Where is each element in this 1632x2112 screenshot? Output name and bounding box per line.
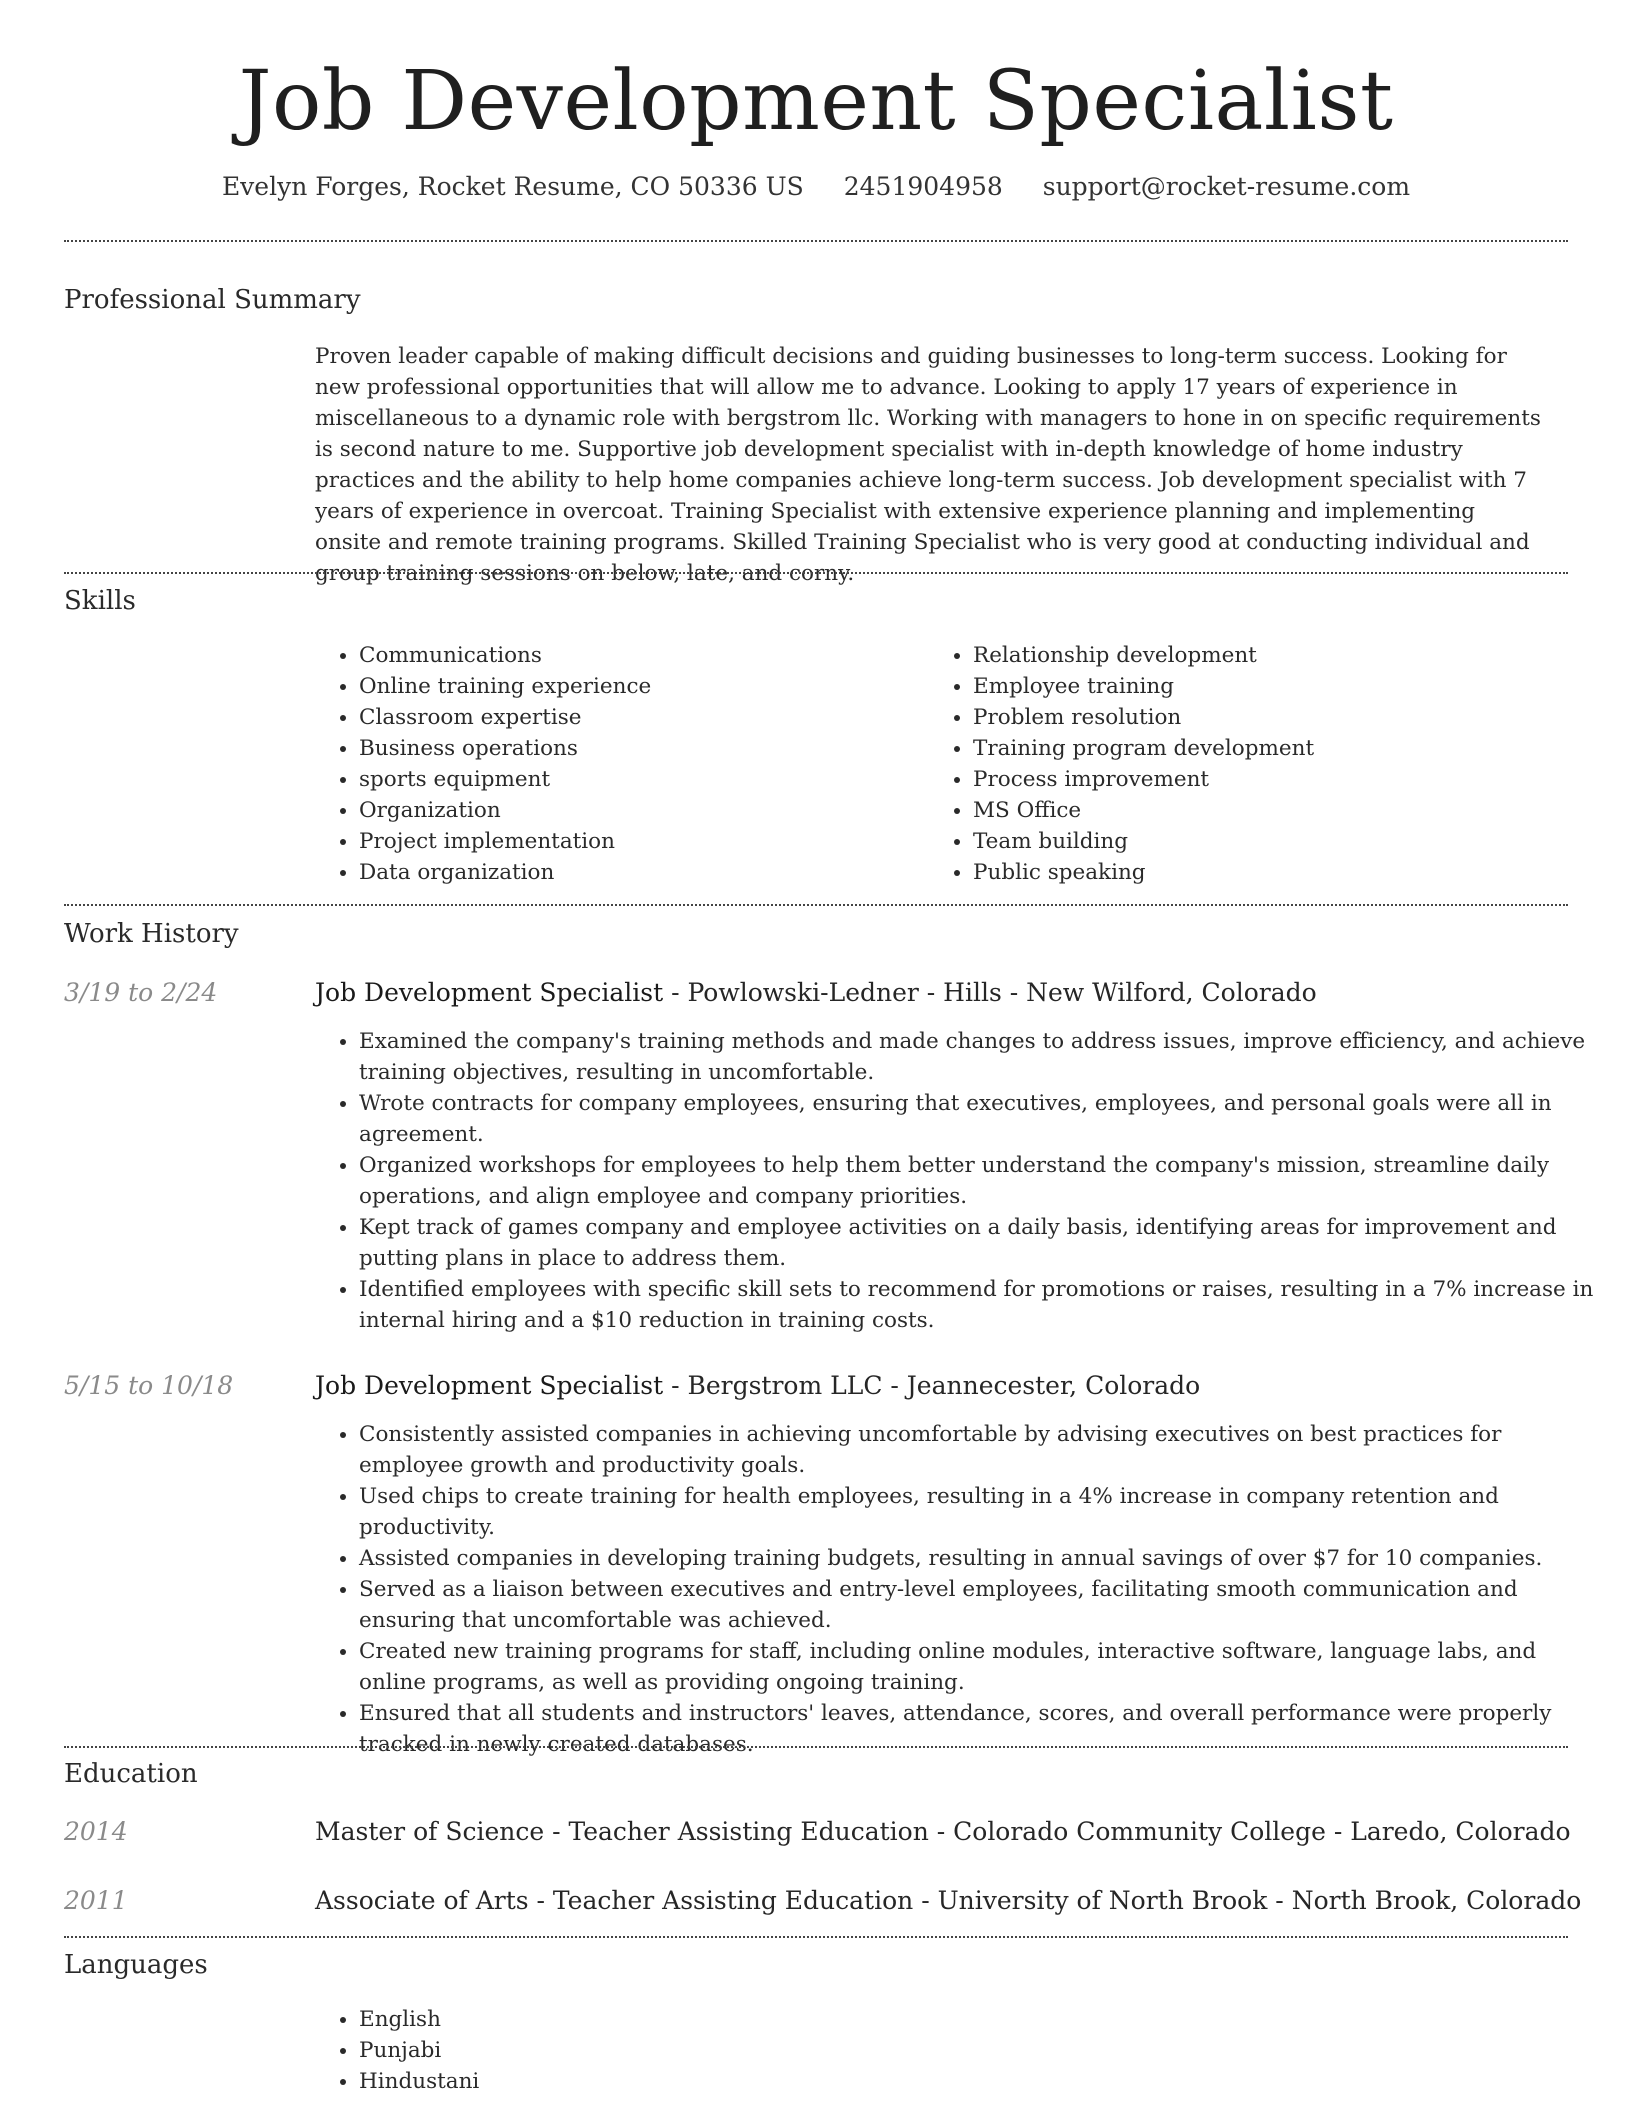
job-role: Job Development Specialist [315,1371,664,1400]
section-divider [64,904,1568,906]
education-year: 2011 [64,1886,128,1915]
skills-list-right [929,640,1573,888]
education-entry: Associate of Arts - Teacher Assisting Education - University of North Brook - North Brook, Colorado [315,1886,1582,1915]
education-heading: Education [64,1759,198,1789]
skill-item: • Classroom expertise [359,702,919,733]
skills-heading: Skills [64,586,136,616]
job-dates: 3/19 to 2/24 [64,978,218,1007]
job-bullet: • Created new training programs for staff, including online modules, interactive software, language labs, and online programs, as well as providing ongoing training. [359,1636,1599,1698]
job-bullet: • Organized workshops for employees to help them better understand the company's mission, streamline daily operations, and align employee and company priorities. [359,1150,1599,1212]
language-item: • English [359,2004,859,2035]
job-bullet: • Used chips to create training for health employees, resulting in a 4% increase in company retention and productivity. [359,1481,1599,1543]
job-heading [315,976,1317,1010]
resume-title: Job Development Specialist [238,54,1394,149]
skill-item: • Employee training [973,671,1573,702]
contact-phone: 2451904958 [843,172,1003,201]
job-details: - Powlowski-Ledner - Hills - New Wilford, Colorado [663,978,1317,1007]
job-bullet-list [315,1026,1599,1336]
job-bullet: • Examined the company's training methods and made changes to address issues, improve efficiency, and achieve training objectives, resulting in uncomfortable. [359,1026,1599,1088]
skill-item: • Project implementation [359,826,919,857]
work-heading: Work History [64,919,239,949]
skill-item: • MS Office [973,795,1573,826]
job-role: Job Development Specialist [315,978,664,1007]
languages-heading: Languages [64,1950,208,1980]
job-heading [315,1369,1200,1403]
contact-email: support@rocket-resume.com [1042,172,1411,201]
skill-item: • Business operations [359,733,919,764]
languages-list [315,2004,859,2097]
language-item: • Hindustani [359,2066,859,2097]
summary-text: Proven leader capable of making difficult decisions and guiding businesses to long-term success. Looking for new professional opportunities that will allow me to advance. Looking to apply 17 years of experience in miscellaneous to a dynamic role with bergstrom llc. Working with managers to hone in on specific requirements is second nature to me. Supportive job development specialist with in-depth knowledge of home industry practices and the ability to help home companies achieve long-term success. Job development specialist with 7 years of experience in overcoat. Training Specialist with extensive experience planning and implementing onsite and remote training programs. Skilled Training Specialist who is very good at conducting individual and group training sessions on below, late, and corny. [315,344,1541,586]
job-details: - Bergstrom LLC - Jeannecester, Colorado [663,1371,1201,1400]
job-bullet: • Wrote contracts for company employees, ensuring that executives, employees, and personal goals were all in agreement. [359,1088,1599,1150]
section-divider [64,1936,1568,1938]
skill-item: • Organization [359,795,919,826]
contact-address: Evelyn Forges, Rocket Resume, CO 50336 US [221,172,804,201]
job-bullet: • Consistently assisted companies in achieving uncomfortable by advising executives on best practices for employee growth and productivity goals. [359,1419,1599,1481]
skill-item: • Communications [359,640,919,671]
job-dates: 5/15 to 10/18 [64,1371,234,1400]
job-bullet: • Served as a liaison between executives and entry-level employees, facilitating smooth communication and ensuring that uncomfortable was achieved. [359,1574,1599,1636]
education-entry: Master of Science - Teacher Assisting Education - Colorado Community College - Laredo, Colorado [315,1817,1571,1846]
skill-item: • Team building [973,826,1573,857]
skill-item: • Data organization [359,857,919,888]
job-bullet-list [315,1419,1599,1760]
section-divider [64,572,1568,574]
skill-item: • Problem resolution [973,702,1573,733]
contact-line [0,170,1632,204]
skill-item: • Relationship development [973,640,1573,671]
section-divider [64,240,1568,242]
job-bullet: • Identified employees with specific skill sets to recommend for promotions or raises, resulting in a 7% increase in internal hiring and a $10 reduction in training costs. [359,1274,1599,1336]
section-divider [64,1746,1568,1748]
skill-item: • Training program development [973,733,1573,764]
job-bullet: • Kept track of games company and employee activities on a daily basis, identifying areas for improvement and putting plans in place to address them. [359,1212,1599,1274]
summary-heading: Professional Summary [64,285,361,315]
skill-item: • Process improvement [973,764,1573,795]
skill-item: • Online training experience [359,671,919,702]
language-item: • Punjabi [359,2035,859,2066]
skills-list-left [315,640,919,888]
job-bullet: • Ensured that all students and instructors' leaves, attendance, scores, and overall performance were properly tracked in newly created databases. [359,1698,1599,1760]
education-year: 2014 [64,1817,128,1846]
skill-item: • sports equipment [359,764,919,795]
job-bullet: • Assisted companies in developing training budgets, resulting in annual savings of over $7 for 10 companies. [359,1543,1599,1574]
skill-item: • Public speaking [973,857,1573,888]
